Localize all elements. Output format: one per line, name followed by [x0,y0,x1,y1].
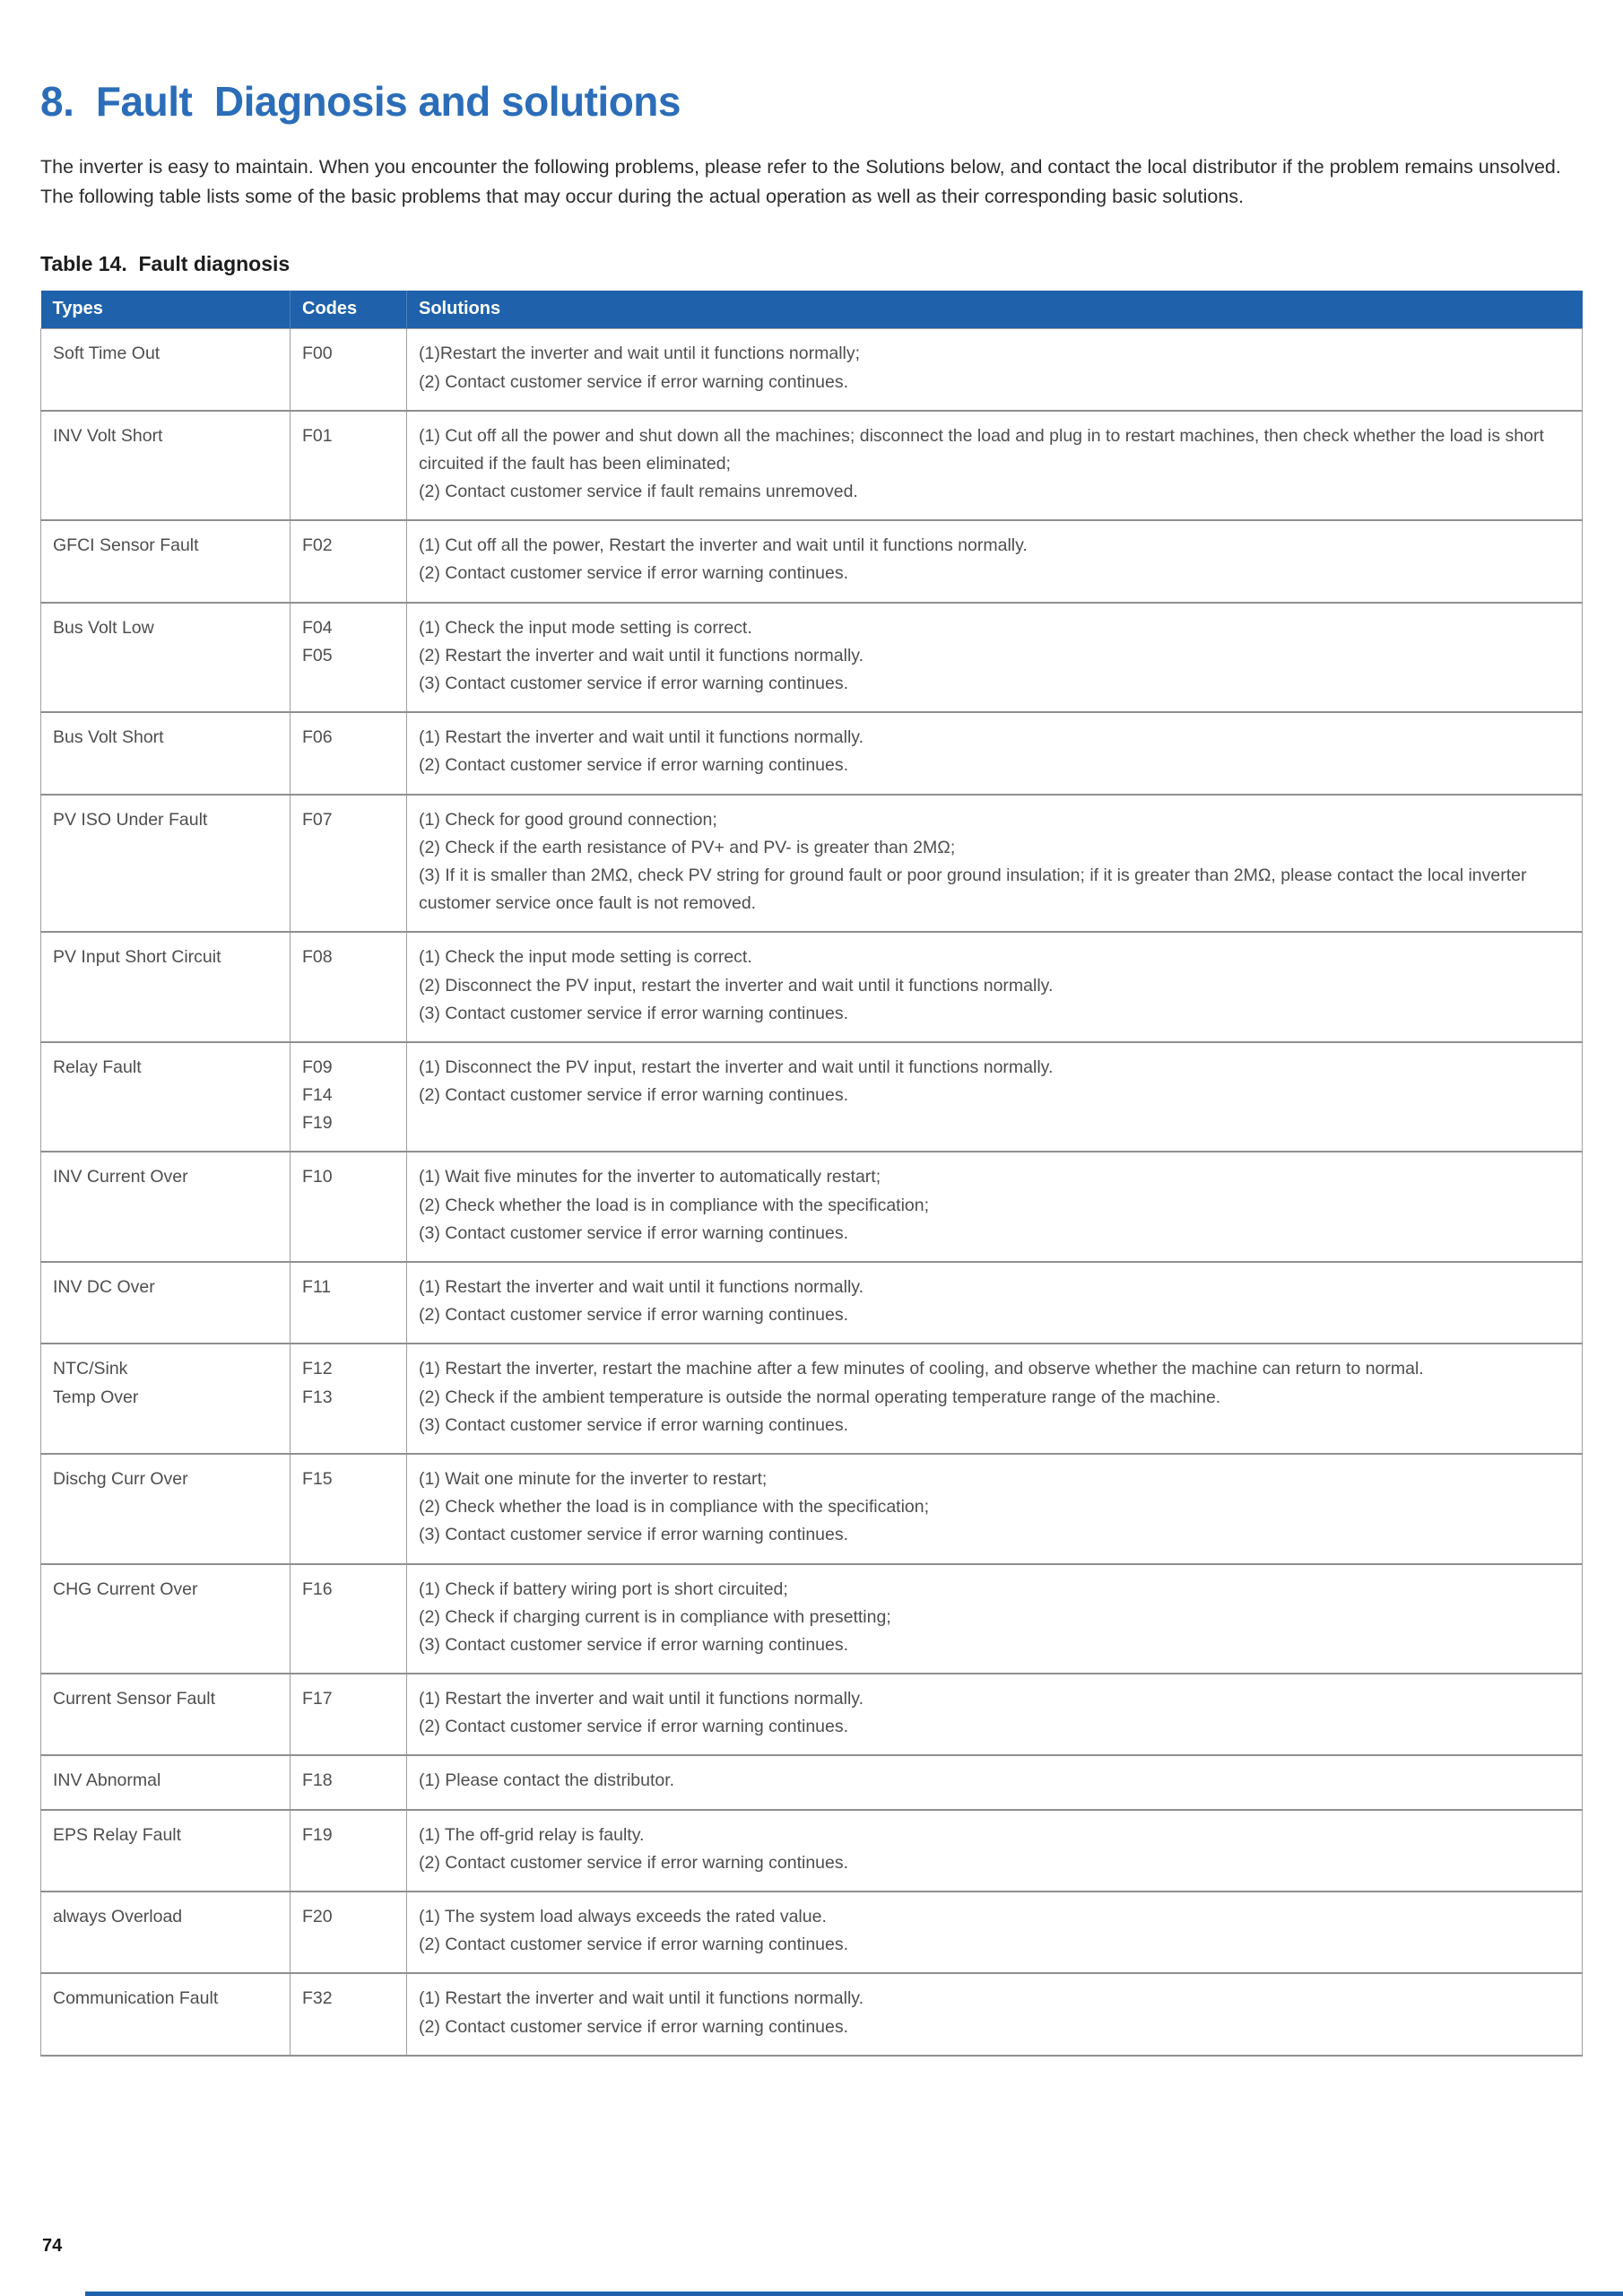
solution-line: (3) Contact customer service if error warning continues. [419,1222,849,1243]
solution-line: (2) Contact customer service if error warning continues. [419,1305,849,1326]
fault-code: F10 [302,1167,333,1187]
fault-type-line: CHG Current Over [53,1578,198,1599]
fault-type-cell [41,1042,291,1152]
table-row [41,1454,1583,1564]
fault-type-line: INV DC Over [53,1277,155,1298]
fault-codes-cell [291,520,407,602]
table-row [41,1152,1583,1262]
fault-type-cell [41,932,291,1042]
fault-type-cell [41,795,291,933]
fault-codes-cell [291,712,407,794]
fault-solutions-cell [407,520,1583,602]
table-row [41,1344,1583,1454]
fault-solutions-cell [407,1973,1583,2055]
fault-codes-cell [291,1152,407,1262]
fault-type-cell [41,1262,291,1344]
fault-type-cell [41,329,291,411]
fault-solutions-cell [407,329,1583,411]
fault-solutions-cell [407,795,1583,933]
fault-codes-cell [291,1262,407,1344]
page-number: 74 [42,2236,63,2256]
solution-line: (2) Restart the inverter and wait until it functions normally. [419,645,864,665]
solution-line: (2) Contact customer service if error warning continues. [419,755,849,776]
solution-line: (2) Contact customer service if error warning continues. [419,1085,849,1106]
solution-line: (2) Contact customer service if error warning continues. [419,1717,849,1737]
column-header-solutions: Solutions [407,291,1583,329]
fault-type-line: Temp Over [53,1387,139,1407]
table-caption: Table 14. Fault diagnosis [40,252,291,276]
solution-line: (2) Contact customer service if error warning continues. [419,1852,849,1873]
fault-codes-cell [291,932,407,1042]
table-row [41,1810,1583,1892]
page-title: 8. Fault Diagnosis and solutions [40,78,681,125]
column-header-codes: Codes [291,291,407,329]
fault-code: F06 [302,727,333,748]
fault-type-line: PV ISO Under Fault [53,809,208,830]
fault-type-line: INV Abnormal [53,1770,161,1791]
table-row [41,1892,1583,1973]
solution-line: (2) Contact customer service if error warning continues. [419,2016,849,2037]
solution-line: (2) Contact customer service if error warning continues. [419,1935,849,1955]
fault-type-line: Dischg Curr Over [53,1468,188,1489]
fault-type-cell [41,1755,291,1809]
solution-line: (1) Restart the inverter and wait until it functions normally. [419,1988,864,2009]
intro-paragraph: The inverter is easy to maintain. When you encounter the following problems, please refer to the Solutions below, and contact the local distributor if the problem remains unsolved. The following table lists some of the basic problems that may occur during the actual operation as well as their corresponding basic solutions. [40,156,1561,207]
fault-type-line: Relay Fault [53,1057,142,1077]
solution-line: (2) Contact customer service if fault remains unremoved. [419,482,858,502]
table-row [41,795,1583,933]
fault-solutions-cell [407,1674,1583,1755]
fault-codes-cell [291,329,407,411]
fault-code: F17 [302,1689,333,1709]
fault-codes-cell [291,1973,407,2055]
solution-line: (1) Wait five minutes for the inverter to automatically restart; [419,1167,881,1187]
fault-type-cell [41,411,291,521]
fault-solutions-cell [407,1042,1583,1152]
fault-type-cell [41,1564,291,1674]
fault-type-cell [41,520,291,602]
fault-type-line: Communication Fault [53,1988,219,2009]
fault-solutions-cell [407,1564,1583,1674]
fault-code: F09 [302,1057,333,1077]
table-row [41,1262,1583,1344]
fault-codes-cell [291,1344,407,1454]
solution-line: (1) Check the input mode setting is correct. [419,617,752,638]
solution-line: (1) Cut off all the power, Restart the inverter and wait until it functions normally. [419,535,1028,556]
table-row [41,329,1583,411]
fault-code: F16 [302,1578,333,1599]
fault-codes-cell [291,795,407,933]
solution-line: (3) Contact customer service if error warning continues. [419,1525,849,1545]
fault-type-line: Bus Volt Low [53,617,154,638]
fault-table-head [41,291,1583,329]
table-row [41,712,1583,794]
footer-accent-bar [85,2292,1623,2296]
fault-code: F02 [302,535,333,556]
fault-type-line: Current Sensor Fault [53,1689,215,1709]
fault-type-line: Soft Time Out [53,344,161,364]
solution-line: (3) Contact customer service if error warning continues. [419,1634,849,1655]
fault-code: F04 [302,617,333,638]
fault-codes-cell [291,1454,407,1564]
solution-line: (1) Check if battery wiring port is short circuited; [419,1578,788,1599]
table-row [41,1973,1583,2055]
solution-line: (2) Disconnect the PV input, restart the inverter and wait until it functions normally. [419,975,1054,996]
fault-codes-cell [291,1755,407,1809]
header-row [41,291,1583,329]
fault-code: F20 [302,1907,333,1927]
fault-codes-cell [291,1042,407,1152]
table-row [41,603,1583,713]
fault-type-line: always Overload [53,1907,183,1927]
solution-line: (1) Wait one minute for the inverter to restart; [419,1468,768,1489]
fault-solutions-cell [407,712,1583,794]
solution-line: (3) Contact customer service if error warning continues. [419,674,849,694]
table-row [41,520,1583,602]
fault-solutions-cell [407,1454,1583,1564]
solution-line: (1) Please contact the distributor. [419,1770,675,1791]
solution-line: (2) Check if the earth resistance of PV+ and PV- is greater than 2MΩ; [419,837,956,857]
solution-line: (1) Restart the inverter and wait until it functions normally. [419,1689,864,1709]
fault-type-cell [41,1344,291,1454]
solution-line: (1) Disconnect the PV input, restart the inverter and wait until it functions normally. [419,1057,1054,1077]
solution-line: (2) Check whether the load is in compliance with the specification; [419,1195,930,1215]
solution-line: (1) Cut off all the power and shut down all the machines; disconnect the load and plug in to restart machines, then check whether the load is short circuited if the fault has been eliminated; [419,425,1544,474]
solution-line: (1) The off-grid relay is faulty. [419,1824,645,1845]
solution-line: (1) Restart the inverter and wait until it functions normally. [419,727,864,748]
fault-code: F07 [302,809,333,830]
fault-type-line: NTC/Sink [53,1359,128,1379]
table-row [41,1564,1583,1674]
fault-type-line: GFCI Sensor Fault [53,535,199,556]
solution-line: (2) Contact customer service if error warning continues. [419,563,849,584]
fault-solutions-cell [407,932,1583,1042]
fault-code: F19 [302,1113,333,1134]
fault-code: F14 [302,1085,333,1106]
solution-line: (3) Contact customer service if error warning continues. [419,1003,849,1023]
fault-type-cell [41,1152,291,1262]
fault-code: F13 [302,1387,333,1407]
fault-codes-cell [291,1674,407,1755]
table-row [41,1042,1583,1152]
solution-line: (2) Contact customer service if error warning continues. [419,371,849,392]
fault-type-cell [41,712,291,794]
fault-solutions-cell [407,1262,1583,1344]
solution-line: (1) Restart the inverter and wait until it functions normally. [419,1277,864,1298]
solution-line: (2) Check if the ambient temperature is outside the normal operating temperature range of the machine. [419,1387,1221,1407]
table-row [41,1674,1583,1755]
fault-code: F01 [302,425,333,446]
fault-solutions-cell [407,1892,1583,1973]
fault-code: F05 [302,645,333,665]
fault-solutions-cell [407,1344,1583,1454]
fault-code: F32 [302,1988,333,2009]
fault-code: F19 [302,1824,333,1845]
fault-type-line: INV Current Over [53,1167,188,1187]
fault-codes-cell [291,411,407,521]
solution-line: (3) If it is smaller than 2MΩ, check PV string for ground fault or poor ground insulation; if it is greater than 2MΩ, please contact the local inverter customer service once fault is not removed. [419,865,1527,914]
fault-solutions-cell [407,1755,1583,1809]
solution-line: (2) Check if charging current is in compliance with presetting; [419,1606,891,1627]
fault-type-cell [41,1973,291,2055]
fault-code: F15 [302,1468,333,1489]
column-header-types: Types [41,291,291,329]
page-content [0,77,1623,2057]
solution-line: (1) Check the input mode setting is correct. [419,947,752,968]
fault-code: F18 [302,1770,333,1791]
fault-solutions-cell [407,603,1583,713]
table-row [41,411,1583,521]
solution-line: (1) Restart the inverter, restart the machine after a few minutes of cooling, and observe whether the machine can return to normal. [419,1359,1424,1379]
fault-type-cell [41,603,291,713]
fault-type-line: Bus Volt Short [53,727,164,748]
fault-solutions-cell [407,1152,1583,1262]
table-row [41,1755,1583,1809]
fault-codes-cell [291,1564,407,1674]
fault-code: F12 [302,1359,333,1379]
fault-table-body [41,329,1583,2056]
fault-type-line: PV Input Short Circuit [53,947,221,968]
fault-type-cell [41,1810,291,1892]
fault-solutions-cell [407,1810,1583,1892]
solution-line: (1) Check for good ground connection; [419,809,717,830]
solution-line: (1) The system load always exceeds the rated value. [419,1907,827,1927]
fault-code: F00 [302,344,333,364]
fault-codes-cell [291,1810,407,1892]
fault-type-cell [41,1892,291,1973]
fault-diagnosis-table [40,291,1583,2056]
solution-line: (3) Contact customer service if error warning continues. [419,1414,849,1435]
fault-type-line: INV Volt Short [53,425,163,446]
solution-line: (1)Restart the inverter and wait until it functions normally; [419,344,861,364]
fault-type-cell [41,1454,291,1564]
fault-type-line: EPS Relay Fault [53,1824,182,1845]
fault-code: F08 [302,947,333,968]
table-row [41,932,1583,1042]
solution-line: (2) Check whether the load is in compliance with the specification; [419,1497,930,1518]
fault-codes-cell [291,603,407,713]
fault-code: F11 [302,1277,332,1298]
fault-solutions-cell [407,411,1583,521]
fault-type-cell [41,1674,291,1755]
fault-codes-cell [291,1892,407,1973]
